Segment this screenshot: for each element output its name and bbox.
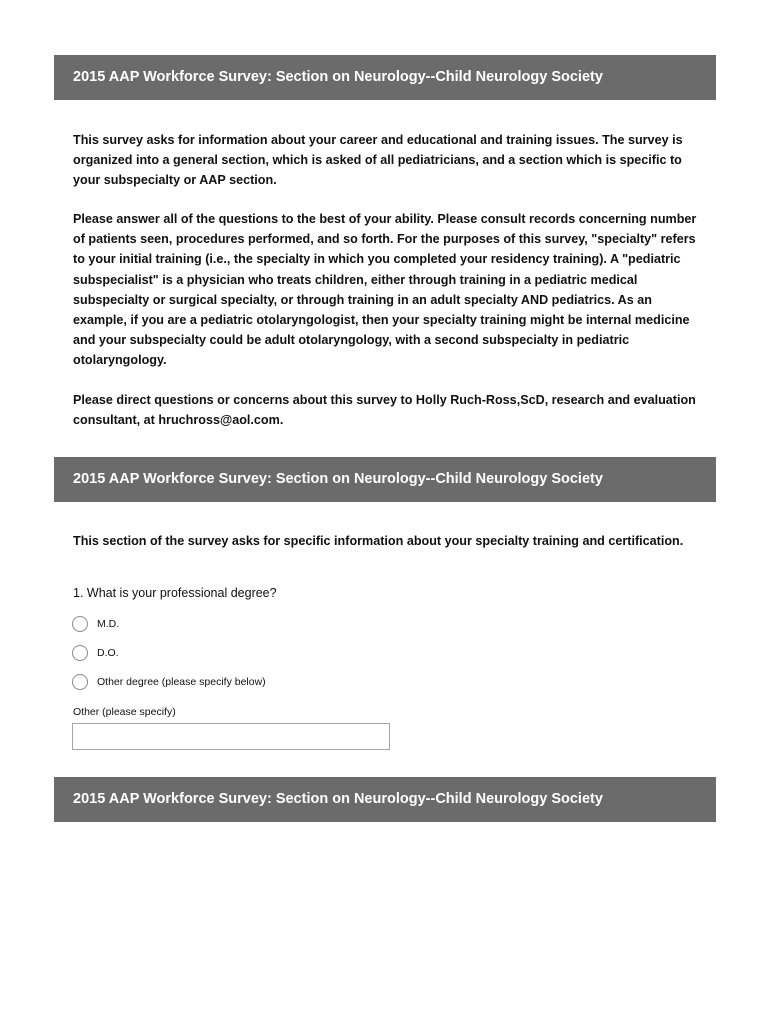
section-title: 2015 AAP Workforce Survey: Section on Neurology--Child Neurology Society <box>73 69 603 85</box>
intro-paragraph-3: Please direct questions or concerns about this survey to Holly Ruch-Ross,ScD, research and evaluation consultant, at hruchross@aol.com. <box>73 393 696 428</box>
section-title: 2015 AAP Workforce Survey: Section on Neurology--Child Neurology Society <box>73 791 603 807</box>
radio-label: M.D. <box>97 618 120 630</box>
section-header-3 <box>54 777 716 822</box>
other-specify-label: Other (please specify) <box>73 706 176 718</box>
radio-button-icon[interactable] <box>72 616 88 632</box>
section-title: 2015 AAP Workforce Survey: Section on Neurology--Child Neurology Society <box>73 471 603 487</box>
intro-paragraph-1: This survey asks for information about your career and educational and training issues. The survey is organized into a general section, which is asked of all pediatricians, and a section which is specific to your subspecialty or AAP section. <box>73 133 683 188</box>
radio-option-md[interactable] <box>72 614 119 634</box>
radio-label: Other degree (please specify below) <box>97 676 266 688</box>
section-header-2 <box>54 457 716 502</box>
radio-option-do[interactable] <box>72 643 119 663</box>
radio-option-other[interactable] <box>72 672 266 692</box>
question-1-text: 1. What is your professional degree? <box>73 586 277 600</box>
intro-paragraph-2: Please answer all of the questions to the best of your ability. Please consult records concerning number of patients seen, procedures performed, and so forth. For the purposes of this survey, "specialty" refers to your initial training (i.e., the specialty in which you completed your residency training). A "pediatric subspecialist" is a physician who treats children, either through training in a pediatric medical subspecialty or surgical specialty, or through training in an adult specialty AND pediatrics. As an example, if you are a pediatric otolaryngologist, then your specialty training might be internal medicine and your subspecialty could be adult otolaryngology, with a second subspecialty in pediatric otolaryngology. <box>73 212 697 368</box>
section-header-1 <box>54 55 716 100</box>
other-specify-input[interactable] <box>72 723 390 750</box>
radio-button-icon[interactable] <box>72 645 88 661</box>
section-description: This section of the survey asks for specific information about your specialty training and certification. <box>73 534 684 548</box>
radio-label: D.O. <box>97 647 119 659</box>
radio-button-icon[interactable] <box>72 674 88 690</box>
